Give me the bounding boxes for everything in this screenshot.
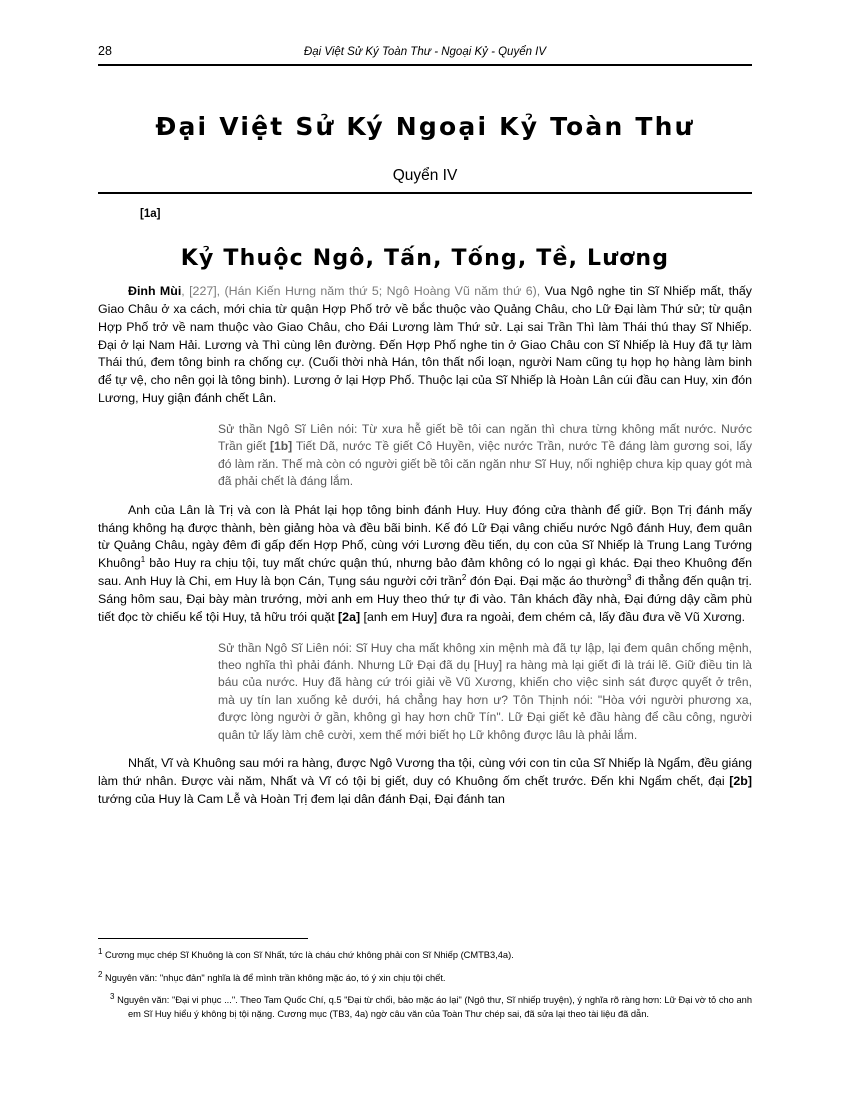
footnote-rule — [98, 938, 308, 939]
folio-marker-2b: [2b] — [729, 773, 752, 788]
paragraph-2 — [98, 502, 752, 627]
paragraph-2-text-a: Anh của Lân là Trị và con là Phát lại họp tông binh đánh Huy. Huy đóng cửa thành để giữ. Bọn Trị đánh mấy tháng không hạ được thành, bèn giảng hòa và đều bãi binh. Kế đó Lữ Đại vâng chiếu nước Ngô đánh Huy, đem quân từ Quảng Châu, ngày đêm đi gấp đến Hợp Phố, cùng với Lương đều tiến, dụ con của Sĩ Nhiếp là Trung Lang Tướng Khuông — [98, 502, 752, 571]
paragraph-2-text-b: bảo Huy ra chịu tội, tuy mất chức quận thú, nhưng bảo đảm không có lo ngại gì khác. Đại theo Khuông đến sau. Anh Huy là Chi, em Huy là bọn Cán, Tụng sáu người cởi trần — [98, 556, 752, 589]
running-head — [98, 44, 752, 64]
paragraph-1-annotation: , [227], (Hán Kiến Hưng năm thứ 5; Ngô Hoàng Vũ năm thứ 6), — [181, 284, 541, 298]
quote-2: Sử thần Ngô Sĩ Liên nói: Sĩ Huy cha mất không xin mệnh mà đã tự lập, lại đem quân chống mệnh, theo nghĩa thì phải đánh. Nhưng Lữ Đại đã dụ [Huy] ra hàng mà lại giết đi là trái lẽ. Giữ điều tin là báu của nước. Huy đã hàng cứ trói giải về Vũ Xương, khiến cho việc sinh sát được quyết ở trên, mà uy tín lan xuống kẻ dưới, há chẳng hay hơn ư? Tôn Thịnh nói: "Hòa với người phương xa, được lòng người ở gần, không gì hay hơn chữ Tín". Lữ Đại giết kẻ đầu hàng để cầu công, người quân tử lấy làm chê cười, xem thế mới biết họ Lữ không được lâu là phải lắm. — [218, 640, 752, 742]
footnote-2 — [98, 969, 752, 985]
footnote-3-marker: 3 — [110, 991, 115, 1001]
folio-marker-1a: [1a] — [140, 208, 161, 220]
footnote-1-text: Cương mục chép Sĩ Khuông là con Sĩ Nhất, tức là cháu chứ không phải con Sĩ Nhiếp (CMTB3,4a). — [105, 950, 514, 961]
footnote-1-marker: 1 — [98, 947, 103, 957]
quote-1-text-a: Sử thần Ngô Sĩ Liên nói: Từ xưa hễ giết bề tôi can ngăn thì chưa từng không mất nước. Nước Trần giết — [218, 422, 752, 454]
chapter-title: Kỷ Thuộc Ngô, Tấn, Tống, Tề, Lương — [180, 246, 670, 271]
footnote-2-marker: 2 — [98, 969, 103, 979]
footnote-2-text: Nguyên văn: "nhục đản" nghĩa là để mình trần không mặc áo, tó ý xin chịu tội chết. — [105, 972, 446, 983]
footnotes-section — [98, 938, 752, 1030]
paragraph-3-text-b: tướng của Huy là Cam Lễ và Hoàn Trị đem lại dân đánh Đại, Đại đánh tan — [98, 791, 505, 806]
paragraph-1 — [98, 283, 752, 408]
quote-1 — [98, 421, 752, 491]
header-rule — [98, 64, 752, 66]
footnote-ref-3: 3 — [626, 572, 632, 582]
page-number: 28 — [98, 44, 112, 58]
paragraph-2-text-e: [anh em Huy] đưa ra ngoài, đem chém cả, lấy đầu đưa về Vũ Xương. — [360, 609, 746, 624]
paragraph-1-text: Vua Ngô nghe tin Sĩ Nhiếp mất, thấy Giao Châu ở xa cách, mới chia từ quận Hợp Phố trở về bắc thuộc vào Quảng Châu, cho Lữ Đại làm Thứ sử; từ quận Hợp Phố trở về nam thuộc vào Giao Châu, cho Đái Lương làm Thứ sử. Lại sai Trần Thì làm Thái thú thay Sĩ Nhiếp. Đại ở lại Nam Hải. Lương và Thì cùng lên đường. Đến Hợp Phố nghe tin ở Giao Châu con Sĩ Nhiếp là Huy đã tự làm Thái thú, đem tông binh ra chống cự. (Cuối thời nhà Hán, tôn thất nổi loạn, người Nam cũng tụ họp họ hàng làm binh để tự vệ, cho nên gọi là tông binh). Lương ở lại Hợp Phố. Thuộc lại của Sĩ Nhiếp là Hoàn Lân cúi đầu can Huy, xin đón Lương, Huy giận đánh chết Lân. — [98, 284, 752, 406]
document-title: Đại Việt Sử Ký Ngoại Kỷ Toàn Thư — [155, 112, 695, 141]
paragraph-3-text-a: Nhất, Vĩ và Khuông sau mới ra hàng, được Ngô Vương tha tội, cùng với con tin của Sĩ Nhiếp là Ngẩm, đều giáng làm thứ nhân. Được vài năm, Nhất và Vĩ có tội bị giết, duy có Khuông ốm chết trước. Đến khi Ngẩm chết, đại — [98, 756, 752, 788]
paragraph-2-text-d: đi thẳng đến quận trị. Sáng hôm sau, Đại bày màn trướng, mời anh em Huy theo thứ tự đi vào. Tân khách đầy nhà, Đại đứng dậy cầm phù tiết đọc tờ chiếu kể tội Huy, tả hữu trói quặt — [98, 574, 752, 624]
paragraph-1-lead: Đinh Mùi — [128, 284, 182, 298]
quote-1-text-b: Tiết Dã, nước Tề giết Cô Huyền, việc nước Trần, nước Tề đáng làm gương soi, lấy đó làm răn. Thế mà còn có người giết bề tôi căn ngăn như Sĩ Huy, nối nghiệp chưa kịp quay gót mà đã phải chết là đáng lắm. — [218, 439, 752, 489]
running-head-title: Đại Việt Sử Ký Toàn Thư - Ngoại Kỷ - Quyển IV — [303, 46, 547, 58]
paragraph-2-text-c: đón Đại. Đại mặc áo thường — [466, 574, 627, 589]
folio-marker-1b: [1b] — [269, 439, 293, 454]
footnote-3 — [98, 991, 752, 1021]
footnote-1 — [98, 949, 752, 962]
title-rule — [98, 192, 752, 194]
footnote-ref-1: 1 — [140, 555, 146, 565]
document-subtitle: Quyển IV — [392, 167, 458, 184]
footnote-3-text: Nguyên văn: "Đại vi phục ...". Theo Tam Quốc Chí, q.5 "Đại từ chối, bảo mặc áo lại" (Ngô thư, Sĩ nhiếp truyện), ý nghĩa rõ ràng hơn: Lữ Đại vờ tỏ cho anh em Sĩ Huy hiểu ý không bị tội nặng. Cương mục (TB3, 4a) ngờ câu văn của Toàn Thư chép sai, đã sửa lại theo tài liệu đã dẫn. — [117, 995, 752, 1019]
footnote-ref-2: 2 — [461, 572, 467, 582]
paragraph-3 — [98, 755, 752, 809]
folio-marker-2a: [2a] — [338, 609, 361, 624]
